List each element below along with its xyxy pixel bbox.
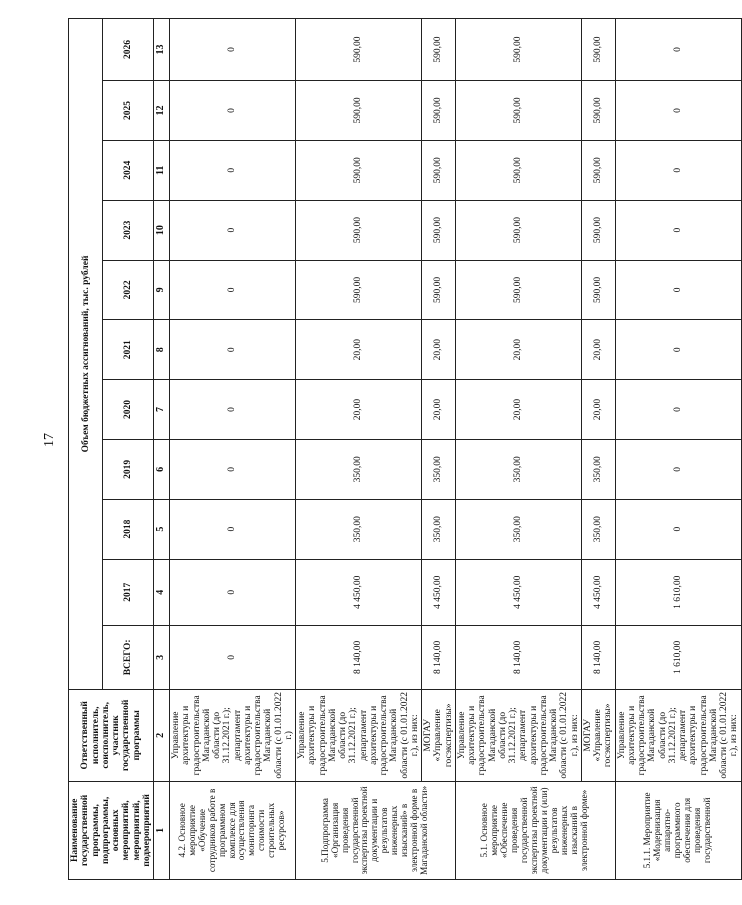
row-value: 0	[615, 81, 741, 141]
row-responsible: Управление архитектуры и градостроительства Магаданской области (до 31.12.2021 г.); департамент архитектуры и градостроительства Магаданской области (с 01.01.2022 г.), из них:	[296, 689, 422, 781]
row-value: 8 140,00	[455, 625, 581, 689]
row-responsible: МОГАУ «Управление госэкспертизы»	[581, 689, 615, 781]
row-value: 350,00	[296, 439, 422, 499]
row-value: 590,00	[581, 260, 615, 320]
column-number: 9	[154, 260, 170, 320]
row-value: 8 140,00	[296, 625, 422, 689]
column-number: 1	[154, 781, 170, 879]
row-value: 20,00	[296, 380, 422, 440]
row-value: 1 610,00	[615, 559, 741, 625]
row-responsible: Управление архитектуры и градостроительства Магаданской области (до 31.12.2021 г.); департамент архитектуры и градостроительства Магаданской области (с 01.01.2022 г.), из них:	[455, 689, 581, 781]
row-name: 4.2. Основное мероприятие «Обучение сотрудников работе в программном комплексе для осуществления мониторинга стоимости строительных ресурсов»	[170, 781, 296, 879]
header-responsible: Ответственный исполнитель, соисполнитель, участник государственной программы	[69, 689, 154, 781]
row-value: 350,00	[581, 499, 615, 559]
row-value: 590,00	[422, 19, 456, 81]
row-value: 0	[170, 320, 296, 380]
row-value: 350,00	[422, 499, 456, 559]
table-row	[170, 19, 296, 880]
row-value: 0	[615, 200, 741, 260]
row-value: 20,00	[296, 320, 422, 380]
header-year: 2022	[103, 260, 154, 320]
row-value: 590,00	[455, 81, 581, 141]
column-number: 13	[154, 19, 170, 81]
row-value: 0	[170, 81, 296, 141]
row-value: 590,00	[422, 200, 456, 260]
row-value: 590,00	[296, 140, 422, 200]
header-year: 2021	[103, 320, 154, 380]
row-value: 590,00	[296, 19, 422, 81]
row-value: 0	[170, 19, 296, 81]
row-value: 0	[170, 260, 296, 320]
row-value: 590,00	[581, 140, 615, 200]
row-value: 0	[170, 380, 296, 440]
column-number: 4	[154, 559, 170, 625]
header-year: 2018	[103, 499, 154, 559]
row-value: 20,00	[422, 380, 456, 440]
row-value: 0	[170, 200, 296, 260]
header-total: ВСЕГО:	[103, 625, 154, 689]
budget-table	[68, 18, 742, 880]
row-value: 590,00	[455, 260, 581, 320]
row-value: 20,00	[455, 320, 581, 380]
row-name: 5.1. Основное мероприятие «Обеспечение проведения государственной экспертизы проектной документации и (или) результатов инженерных изысканий в электронной форме»	[455, 781, 615, 879]
row-value: 0	[170, 559, 296, 625]
row-value: 350,00	[422, 439, 456, 499]
row-value: 590,00	[581, 81, 615, 141]
row-value: 0	[615, 140, 741, 200]
row-value: 20,00	[581, 320, 615, 380]
row-value: 350,00	[296, 499, 422, 559]
row-value: 8 140,00	[422, 625, 456, 689]
row-value: 8 140,00	[581, 625, 615, 689]
row-value: 350,00	[455, 499, 581, 559]
table-row	[296, 19, 422, 880]
row-value: 0	[170, 140, 296, 200]
row-value: 0	[615, 19, 741, 81]
column-number-row	[154, 19, 170, 880]
row-value: 20,00	[422, 320, 456, 380]
row-value: 590,00	[455, 140, 581, 200]
header-year: 2026	[103, 19, 154, 81]
header-year: 2025	[103, 81, 154, 141]
row-value: 590,00	[296, 200, 422, 260]
column-number: 10	[154, 200, 170, 260]
row-value: 590,00	[581, 200, 615, 260]
column-number: 12	[154, 81, 170, 141]
row-value: 20,00	[455, 380, 581, 440]
row-value: 0	[170, 499, 296, 559]
row-responsible: Управление архитектуры и градостроительства Магаданской области (до 31.12.2021 г.); департамент архитектуры и градостроительства Магаданской области (с 01.01.2022 г.), из них:	[615, 689, 741, 781]
header-year: 2024	[103, 140, 154, 200]
row-name: 5.Подпрограмма «Организация проведения государственной экспертизы проектной документации и результатов инженерных изысканий» в электронной форме в Магаданской области»	[296, 781, 456, 879]
row-value: 590,00	[296, 81, 422, 141]
row-value: 1 610,00	[615, 625, 741, 689]
row-value: 4 450,00	[422, 559, 456, 625]
header-year: 2023	[103, 200, 154, 260]
row-value: 590,00	[422, 260, 456, 320]
table-row	[581, 19, 615, 880]
row-value: 4 450,00	[296, 559, 422, 625]
row-value: 350,00	[581, 439, 615, 499]
row-value: 590,00	[581, 19, 615, 81]
row-value: 4 450,00	[581, 559, 615, 625]
row-name: 5.1.1. Мероприятие «Модернизация аппаратно-программного обеспечения для проведения государственной	[615, 781, 741, 879]
header-year: 2017	[103, 559, 154, 625]
column-number: 5	[154, 499, 170, 559]
column-number: 2	[154, 689, 170, 781]
column-number: 11	[154, 140, 170, 200]
row-value: 590,00	[455, 19, 581, 81]
row-value: 0	[615, 499, 741, 559]
row-value: 0	[615, 380, 741, 440]
row-value: 0	[615, 439, 741, 499]
column-number: 6	[154, 439, 170, 499]
row-value: 4 450,00	[455, 559, 581, 625]
row-responsible: Управление архитектуры и градостроительства Магаданской области (до 31.12.2021 г.); департамент архитектуры и градостроительства Магаданской области (с 01.01.2022 г.)	[170, 689, 296, 781]
header-year: 2019	[103, 439, 154, 499]
row-value: 590,00	[422, 81, 456, 141]
header-budget-group: Объем бюджетных ассигнований, тыс. рублей	[69, 19, 103, 690]
column-number: 7	[154, 380, 170, 440]
row-value: 590,00	[455, 200, 581, 260]
table-row	[615, 19, 741, 880]
header-name: Наименование государственной программы, подпрограммы, основных мероприятий, мероприятий, подмероприятий	[69, 781, 154, 879]
table-row	[455, 19, 581, 880]
page-number: 17	[42, 433, 57, 447]
row-value: 590,00	[422, 140, 456, 200]
header-year: 2020	[103, 380, 154, 440]
rotated-page	[68, 18, 740, 880]
row-value: 350,00	[455, 439, 581, 499]
row-value: 0	[615, 320, 741, 380]
row-value: 590,00	[296, 260, 422, 320]
row-responsible: МОГАУ «Управление госэкспертизы»	[422, 689, 456, 781]
row-value: 0	[615, 260, 741, 320]
column-number: 8	[154, 320, 170, 380]
row-value: 20,00	[581, 380, 615, 440]
row-value: 0	[170, 439, 296, 499]
column-number: 3	[154, 625, 170, 689]
table-row	[422, 19, 456, 880]
row-value: 0	[170, 625, 296, 689]
